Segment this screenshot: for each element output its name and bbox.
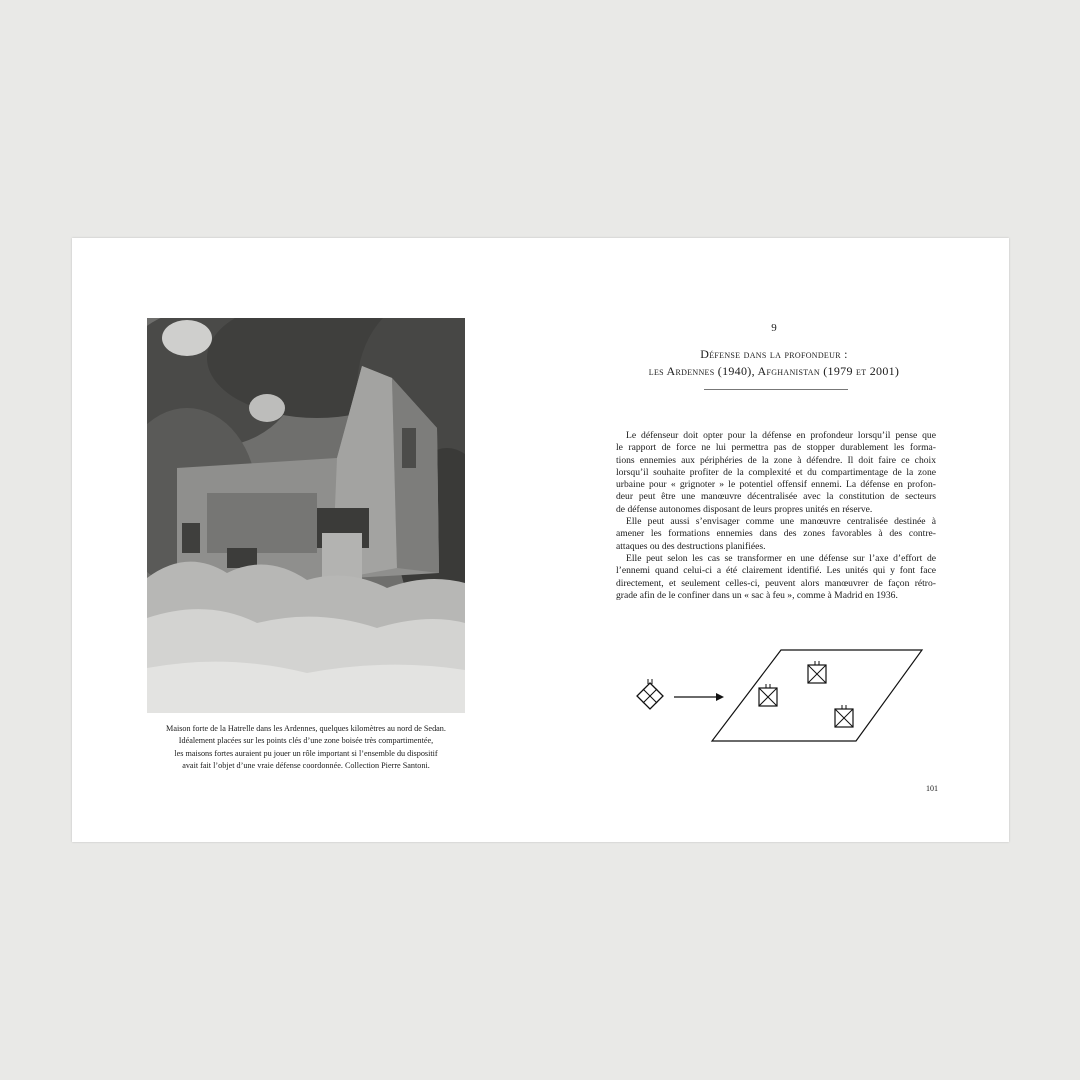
caption-line: les maisons fortes auraient pu jouer un rôle important si l’ensemble du dispositif [174, 748, 438, 758]
body-line: Le défenseur doit opter pour la défense en profondeur lorsqu’il pense que [626, 430, 936, 441]
body-line: grade afin de le confiner dans un « sac à feu », comme à Madrid en 1936. [616, 589, 898, 601]
body-line: attaques ou des destructions planifiées. [616, 540, 766, 552]
defense-in-depth-diagram [632, 643, 932, 753]
body-line: le rapport de force ne lui permettra pas de stopper durablement les forma- [616, 442, 936, 454]
enemy-unit-symbol [637, 679, 663, 709]
friendly-unit-symbol [835, 705, 853, 727]
chapter-title-line: Défense dans la profondeur : [700, 347, 848, 361]
caption-line: Maison forte de la Hatrelle dans les Ardennes, quelques kilomètres au nord de Sedan. [166, 724, 446, 733]
body-line: directement, et seulement celles-ci, peuvent alors manœuvrer de façon rétro- [616, 577, 936, 589]
body-line: l’ennemi quand celui-ci a été clairement identifié. Les unités qui y font face [616, 565, 936, 577]
photo-caption [142, 723, 470, 772]
page-number: 101 [926, 784, 938, 793]
body-line: de défense autonomes disposant de leurs propres unités en réserve. [616, 503, 873, 515]
body-line: lorsqu’il souhaite profiter de la complexité et du compartimentage de la zone [616, 466, 936, 478]
chapter-title [592, 346, 956, 380]
book-spread [72, 238, 1009, 842]
ruined-fortified-house-photo [147, 318, 465, 713]
title-rule [704, 389, 848, 390]
chapter-number: 9 [771, 322, 777, 334]
caption-line: Idéalement placées sur les points clés d’une zone boisée très compartimentée, [178, 736, 434, 746]
body-line: deur peut être une manœuvre décentralisée avec la constitution de secteurs [616, 491, 936, 503]
defense-zone [712, 650, 922, 741]
friendly-unit-symbol [808, 661, 826, 683]
body-line: Elle peut aussi s’envisager comme une manœuvre centralisée destinée à [626, 516, 936, 528]
attack-arrow [674, 693, 724, 701]
caption-line: avait fait l’objet d’une vraie défense coordonnée. Collection Pierre Santoni. [182, 760, 430, 770]
body-line: amener les formations ennemies dans des zones favorables à des contre- [616, 528, 936, 540]
friendly-unit-symbol [759, 684, 777, 706]
body-line: Elle peut selon les cas se transformer en une défense sur l’axe d’effort de [626, 552, 936, 564]
chapter-title-line: les Ardennes (1940), Afghanistan (1979 et 2001) [648, 364, 900, 378]
body-line: urbaine pour « grignoter » le potentiel offensif ennemi. La défense en profon- [616, 479, 936, 491]
body-line: tions ennemies aux périphéries de la zone à défendre. Il doit faire ce choix [616, 454, 936, 466]
body-text [616, 430, 936, 602]
